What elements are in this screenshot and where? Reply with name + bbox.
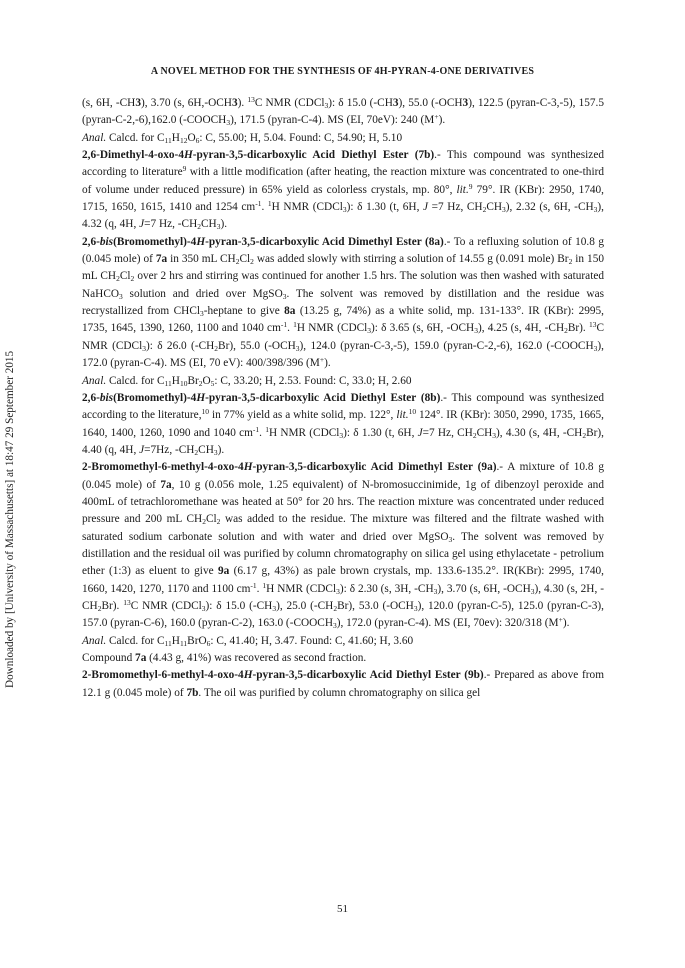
compound-7b-paragraph: 2,6-Dimethyl-4-oxo-4H-pyran-3,5-dicarboxylic Acid Diethyl Ester (7b).- This compound was synthesized according to literature$^9$ with a little modification (after heating, the reaction mixture was concentrated to one-third of volume under reduced pressure) in 65% yield as colorless crystals, mp. 80°, lit.$^9$ 79°. IR (KBr): 2950, 1740, 1715, 1650, 1615, 1410 and 1254 $cm^{-1}$. $^1$H NMR (CDCl$_3$): δ 1.30 (t, 6H, J =7 Hz, $CH_2CH_3$), 2.32 (s, 6H, $-CH_3$), 4.32 (q, 4H, J=7 Hz, $-CH_2CH_3$). — [82, 149, 604, 232]
compound-heading: 2,6-Dimethyl-4-oxo-4H-pyran-3,5-dicarboxylic Acid Diethyl Ester (7b) — [82, 149, 435, 162]
compound-9b-paragraph: 2-Bromomethyl-6-methyl-4-oxo-4H-pyran-3,5-dicarboxylic Acid Diethyl Ester (9b).- Prepared as above from 12.1 g (0.045 mole) of 7b. The oil was purified by column chromatography on silica gel — [82, 669, 604, 699]
compound-heading: 2,6-bis(Bromomethyl)-4H-pyran-3,5-dicarboxylic Acid Dimethyl Ester (8a) — [82, 235, 444, 248]
compound-heading: 2,6-bis(Bromomethyl)-4H-pyran-3,5-dicarboxylic Acid Diethyl Ester (8b) — [82, 391, 441, 404]
compound-8a-paragraph: 2,6-bis(Bromomethyl)-4H-pyran-3,5-dicarboxylic Acid Dimethyl Ester (8a).- To a refluxing solution of 10.8 g (0.045 mole) of 7a in 350 mL $CH_2Cl_2$ was added slowly with stirring a solution of 14.55 g (0.091 mole) $Br_2$ in 150 mL $CH_2Cl_2$ over 2 hrs and stirring was continued for another 1.5 hrs. The solution was then washed with saturated NaHCO$_3$ solution and dried over MgSO$_3$. The solvent was removed by distillation and the residue was recrystallized from CHCl$_3$-heptane to give 8a (13.25 g, 74%) as a white solid, mp. 131-133°. IR (KBr): 2995, 1735, 1645, 1390, 1260, 1100 and 1040 $cm^{-1}$. $^1$H NMR (CDCl$_3$): δ 3.65 (s, 6H, $-OCH_3$), 4.25 (s, 4H, $-CH_2Br$). $^{13}$C NMR (CDCl$_3$): δ 26.0 $(-CH_2Br)$, 55.0 $(-OCH_3)$, 124.0 (pyran-C-3,-5), 159.0 (pyran-C-2,-6), 162.0 $(-COOCH_3)$, 172.0 (pyran-C-4). MS (EI, 70 eV): 400/398/396 (M+). — [82, 235, 605, 370]
elemental-analysis: Anal. Calcd. for $C_{11}H_{10}Br_2O_5$: C, 33.20; H, 2.53. Found: C, 33.0; H, 2.60 — [82, 374, 412, 388]
download-watermark: Downloaded by [University of Massachusetts] at 18:47 29 September 2015 — [4, 350, 16, 688]
running-head: A NOVEL METHOD FOR THE SYNTHESIS OF 4H-PYRAN-4-ONE DERIVATIVES — [150, 66, 535, 77]
recovered-compound-note: Compound 7a (4.43 g, 41%) was recovered as second fraction. — [82, 652, 367, 664]
article-body — [82, 95, 604, 702]
nmr-data-paragraph: (s, 6H, -CH3), 3.70 (s, 6H,-OCH3). $^{13}$C NMR (CDCl$_3$): δ 15.0 (-CH3), 55.0 (-OCH3), 122.5 (pyran-C-3,-5), 157.5 (pyran-C-2,-6),162.0 $(-COOCH_3)$, 171.5 (pyran-C-4). MS (EI, 70eV): 240 (M+). — [82, 95, 605, 128]
compound-heading: 2-Bromomethyl-6-methyl-4-oxo-4H-pyran-3,5-dicarboxylic Acid Diethyl Ester (9b) — [82, 669, 484, 682]
elemental-analysis: Anal. Calcd. for $C_{11}H_{12}O_6$: C, 55.00; H, 5.04. Found: C, 54.90; H, 5.10 — [82, 131, 403, 145]
compound-9a-paragraph: 2-Bromomethyl-6-methyl-4-oxo-4H-pyran-3,5-dicarboxylic Acid Dimethyl Ester (9a).- A mixture of 10.8 g (0.045 mole) of 7a, 10 g (0.056 mole, 1.25 equivalent) of N-bromosuccinimide, 1g of dibenzoyl peroxide and 400mL of tetrachloromethane was heated at 50° for 20 hrs. The reaction mixture was concentrated under reduced pressure and 200 mL $CH_2Cl_2$ was added to the residue. The mixture was filtered and the filtrate washed with saturated sodium carbonate solution and with water and dried over MgSO$_3$. The solvent was removed by distillation and the residual oil was purified by column chromatography on silica gel using ethylacetate - petrolium ether (1:3) as eluent to give 9a (6.17 g, 43%) as pale brown crystals, mp. 133.6-135.2°. IR(KBr): 2995, 1740, 1660, 1420, 1270, 1170 and 1100 $cm^{-1}$. $^1$H NMR (CDCl$_3$): δ 2.30 (s, 3H, $-CH_3$), 3.70 (s, 6H, $-OCH_3$), 4.30 (s, 2H, $-CH_2Br$). $^{13}$C NMR (CDCl$_3$): δ 15.0 $(-CH_3)$, 25.0 $(-CH_2Br)$, 53.0 $(-OCH_3)$, 120.0 (pyran-C-5), 125.0 (pyran-C-3), 157.0 (pyran-C-6), 160.0 (pyran-C-2), 163.0 $(-COOCH_3)$, 172.0 (pyran-C-4). MS (EI, 70ev): 320/318 (M+). — [82, 461, 605, 631]
compound-heading: 2-Bromomethyl-6-methyl-4-oxo-4H-pyran-3,5-dicarboxylic Acid Dimethyl Ester (9a) — [82, 461, 497, 474]
elemental-analysis: Anal. Calcd. for $C_{11}H_{11}BrO_6$: C, 41.40; H, 3.47. Found: C, 41.60; H, 3.60 — [82, 634, 414, 648]
compound-8b-paragraph: 2,6-bis(Bromomethyl)-4H-pyran-3,5-dicarboxylic Acid Diethyl Ester (8b).- This compound was synthesized according to the literature,$^{10}$ in 77% yield as a white solid, mp. 122°, lit.$^{10}$ 124°. IR (KBr): 3050, 2990, 1735, 1665, 1640, 1400, 1260, 1090 and 1040 $cm^{-1}$. $^1$H NMR (CDCl$_3$): δ 1.30 (t, 6H, J=7 Hz, $CH_2CH_3$), 4.30 (s, 4H, $-CH_2Br$), 4.40 (q, 4H, J=7Hz, $-CH_2CH_3$). — [82, 391, 604, 457]
page-number: 51 — [337, 903, 348, 915]
